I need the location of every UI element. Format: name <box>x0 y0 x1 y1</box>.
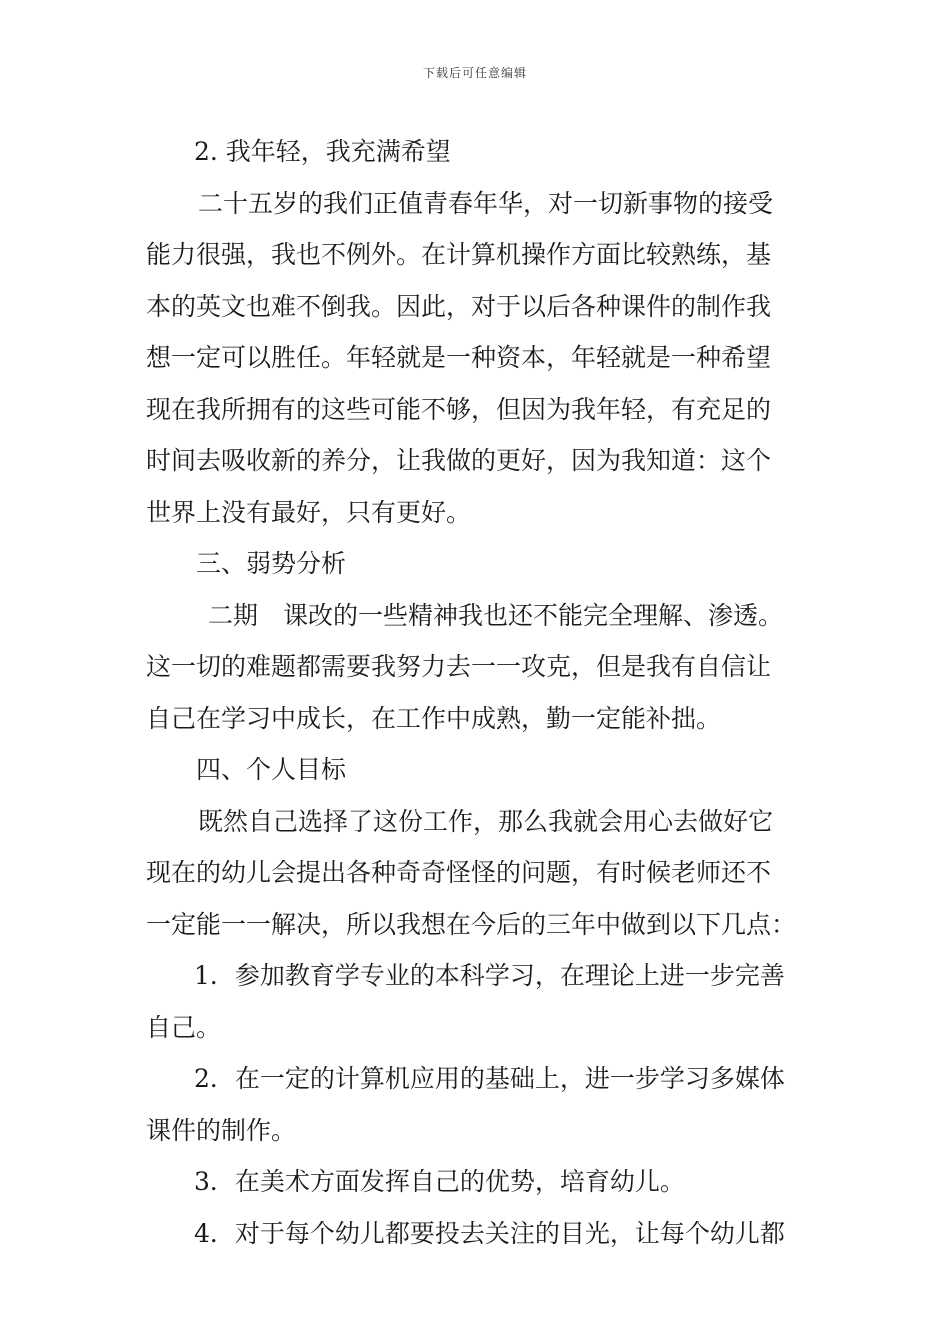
section-heading: 2. 我年轻，我充满希望 <box>194 137 451 166</box>
list-item-continuation: 自己。 <box>146 1012 222 1042</box>
list-item: 4．对于每个幼儿都要投去关注的目光，让每个幼儿都 <box>194 1218 785 1248</box>
page-header: 下载后可任意编辑 <box>422 66 527 80</box>
paragraph-line: 自己在学习中成长，在工作中成熟，勤一定能补拙。 <box>146 703 722 733</box>
paragraph-line: 想一定可以胜任。年轻就是一种资本，年轻就是一种希望 <box>146 343 772 372</box>
list-item-continuation: 课件的制作。 <box>146 1115 297 1145</box>
document-body <box>146 126 808 1259</box>
list-item: 1．参加教育学专业的本科学习，在理论上进一步完善 <box>194 961 785 990</box>
paragraph-line: 既然自己选择了这份工作，那么我就会用心去做好它 <box>198 806 774 836</box>
paragraph-line: 这一切的难题都需要我努力去一一攻克，但是我有自信让 <box>146 652 772 681</box>
paragraph-line: 二期 课改的一些精神我也还不能完全理解、渗透。 <box>208 600 784 630</box>
list-item: 2．在一定的计算机应用的基础上，进一步学习多媒体 <box>194 1064 785 1093</box>
paragraph-line: 本的英文也难不倒我。因此，对于以后各种课件的制作我 <box>146 291 772 321</box>
paragraph-line: 一定能一一解决，所以我想在今后的三年中做到以下几点： <box>146 909 797 939</box>
section-heading: 四、个人目标 <box>196 755 347 784</box>
paragraph-line: 时间去吸收新的养分，让我做的更好，因为我知道：这个 <box>146 446 772 475</box>
paragraph-line: 二十五岁的我们正值青春年华，对一切新事物的接受 <box>198 188 774 218</box>
paragraph-line: 现在的幼儿会提出各种奇奇怪怪的问题，有时候老师还不 <box>146 858 772 887</box>
section-heading: 三、弱势分析 <box>196 549 347 578</box>
paragraph-line: 能力很强，我也不例外。在计算机操作方面比较熟练，基 <box>146 240 772 269</box>
list-item: 3．在美术方面发挥自己的优势，培育幼儿。 <box>194 1167 685 1196</box>
paragraph-line: 世界上没有最好，只有更好。 <box>146 497 472 527</box>
paragraph-line: 现在我所拥有的这些可能不够，但因为我年轻，有充足的 <box>146 394 772 424</box>
